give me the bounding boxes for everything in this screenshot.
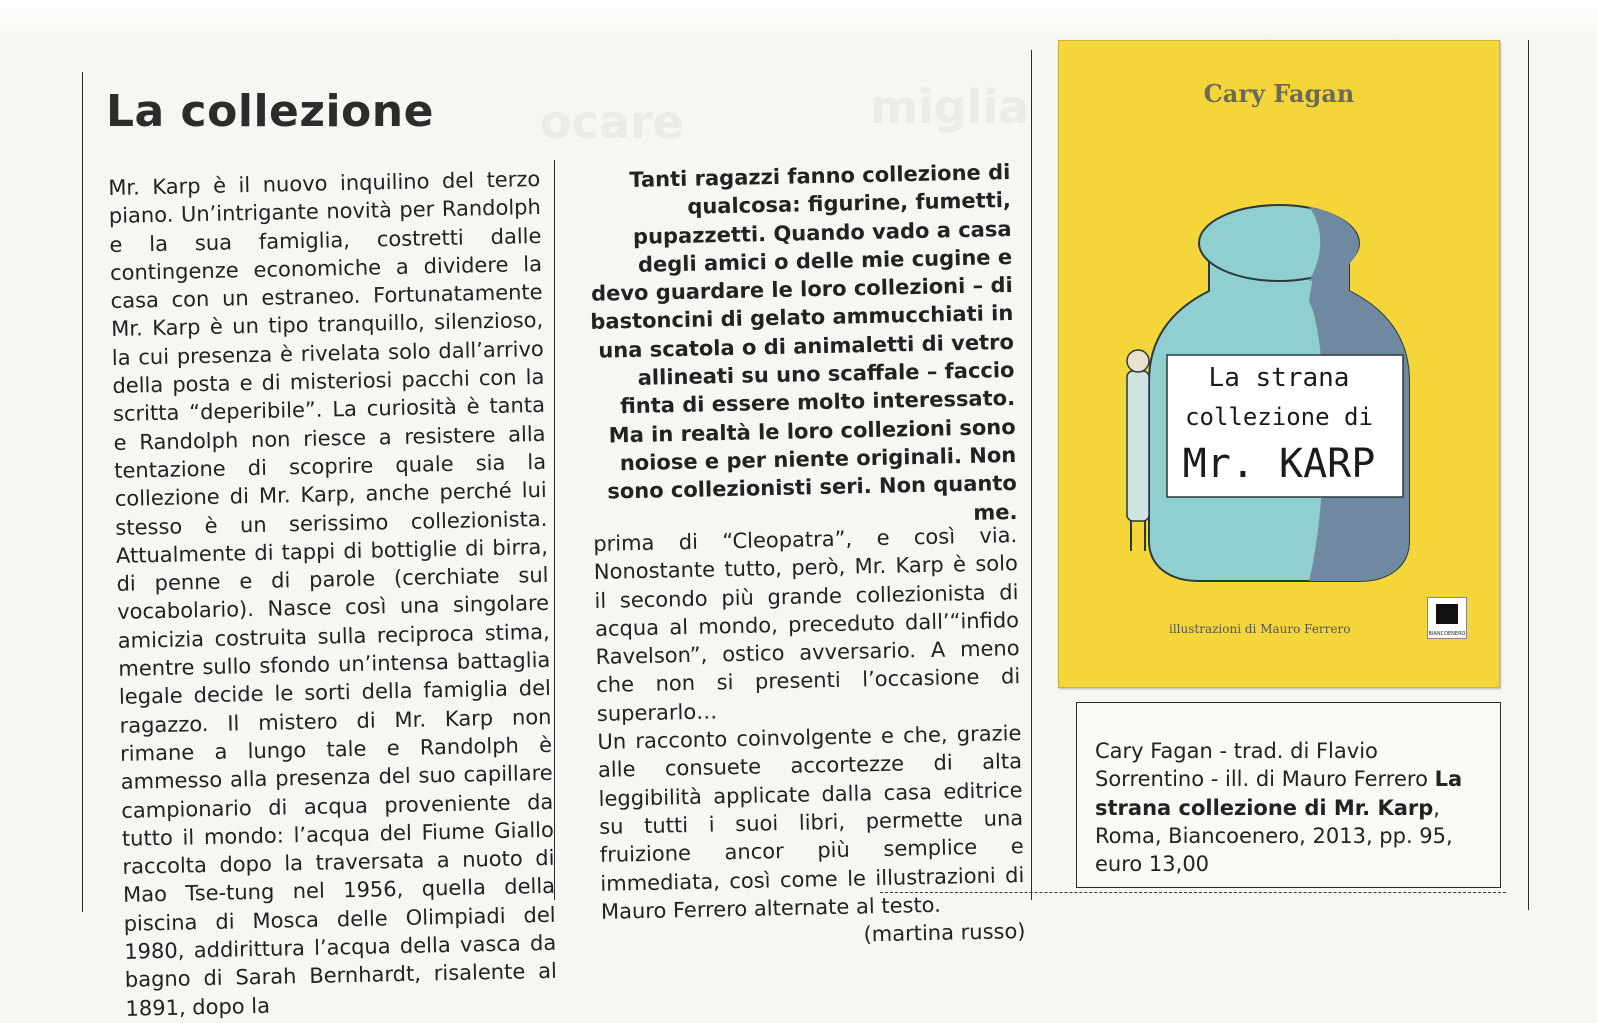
cover-author: Cary Fagan [1203,79,1355,108]
body-text: Mr. Karp è il nuovo inquilino del terzo piano. Un’intrigante novità per Randolph e la sua famiglia, costretti dalle contingenze economiche a dividere la casa con un estraneo. Fortunatamente Mr. Karp è un tipo tranquillo, silenzioso, la cui presenza è rivelata solo dall’arrivo della posta e di misteriosi pacchi con la scritta “deperibile”. La curiosità è tanta e Randolph non riesce a resistere alla tentazione di scoprire quale sia la collezione di Mr. Karp, anche perché lui stesso è un serissimo collezionista. Attualmente di tappi di bottiglie di birra, di penne e di parole (cerchiate sul vocabolario). Nasce così una singolare amicizia costruita sulla reciproca stima, mentre sullo sfondo un’intensa battaglia legale decide le sorti della famiglia del ragazzo. Il mistero di Mr. Karp non rimane a lungo tale e Randolph è ammesso alla presenza del suo capillare campionario di acqua proveniente da tutto il mondo: l’acqua del Fiume Giallo raccolta dopo la traversata a nuoto di Mao Tse-tung nel 1956, quella della piscina di Mosca delle Olimpiadi del 1980, addirittura l’acqua della vasca da bagno di Sarah Bernhardt, risalente al 1891, dopo la [108,166,558,1021]
dashed-divider [880,892,1506,893]
bibliography-credits: Cary Fagan - trad. di Flavio Sorrentino - ill. di Mauro Ferrero [1095,739,1435,792]
publisher-name: BIANCOENERO [1428,631,1466,637]
bleed-through-text: miglia [870,80,1030,134]
book-cover [1058,40,1500,688]
bleed-through-text: ocare [540,95,684,149]
author-signature: (martina russo) [863,919,1026,947]
cover-title-line-1: La strana [1208,363,1350,393]
review-paragraph: Un racconto coinvolgente e che, grazie alle consuete accortezze di alta leggibilità applicate dalla casa editrice su tutti i suoi libri, permette una fruizione ancor più semplice e immediata, così come le illustrazioni di Mauro Ferrero alternate al testo. [597,721,1025,924]
pull-quote: Tanti ragazzi fanno collezione di qualcosa: figurine, fumetti, pupazzetti. Quando vado a casa degli amici o delle mie cugine e devo guardare le loro collezioni – di bastoncini di gelato ammucchiati in una scatola o di animaletti di vetro allineati su uno scaffale – faccio finta di essere molto interessato. Ma in realtà le loro collezioni sono noiose e per niente originali. Non sono collezionisti seri. Non quanto me. [590,159,1018,525]
left-page-rule [82,72,83,912]
book-title: La strana collezione di Mr. Karp [1095,767,1463,820]
article-column-1 [108,165,558,1023]
bibliography-box [1076,702,1501,888]
page-top [0,0,1597,40]
cover-title-line-3: Mr. KARP [1182,441,1376,487]
body-text-continued: prima di “Cleopatra”, e così via. Nonostante tutto, però, Mr. Karp è solo il secondo più grande collezionista di acqua al mondo, preceduto dall’“infido Ravelson”, ostico avversario. A meno che non si presenti l’occasione di superarlo… [593,523,1021,726]
cover-title-line-2: collezione di [1185,403,1373,431]
article-column-2 [593,521,1026,954]
article-heading: La collezione [106,86,434,137]
column-rule-right [1031,50,1032,900]
column-rule [554,160,555,900]
cover-illustrator: illustrazioni di Mauro Ferrero [1169,622,1351,636]
publisher-logo [1427,597,1467,639]
bibliography-text [1095,737,1487,878]
page-edge-rule [1528,40,1529,910]
bibliography-details: , Roma, Biancoenero, 2013, pp. 95, euro 13,00 [1095,795,1453,877]
